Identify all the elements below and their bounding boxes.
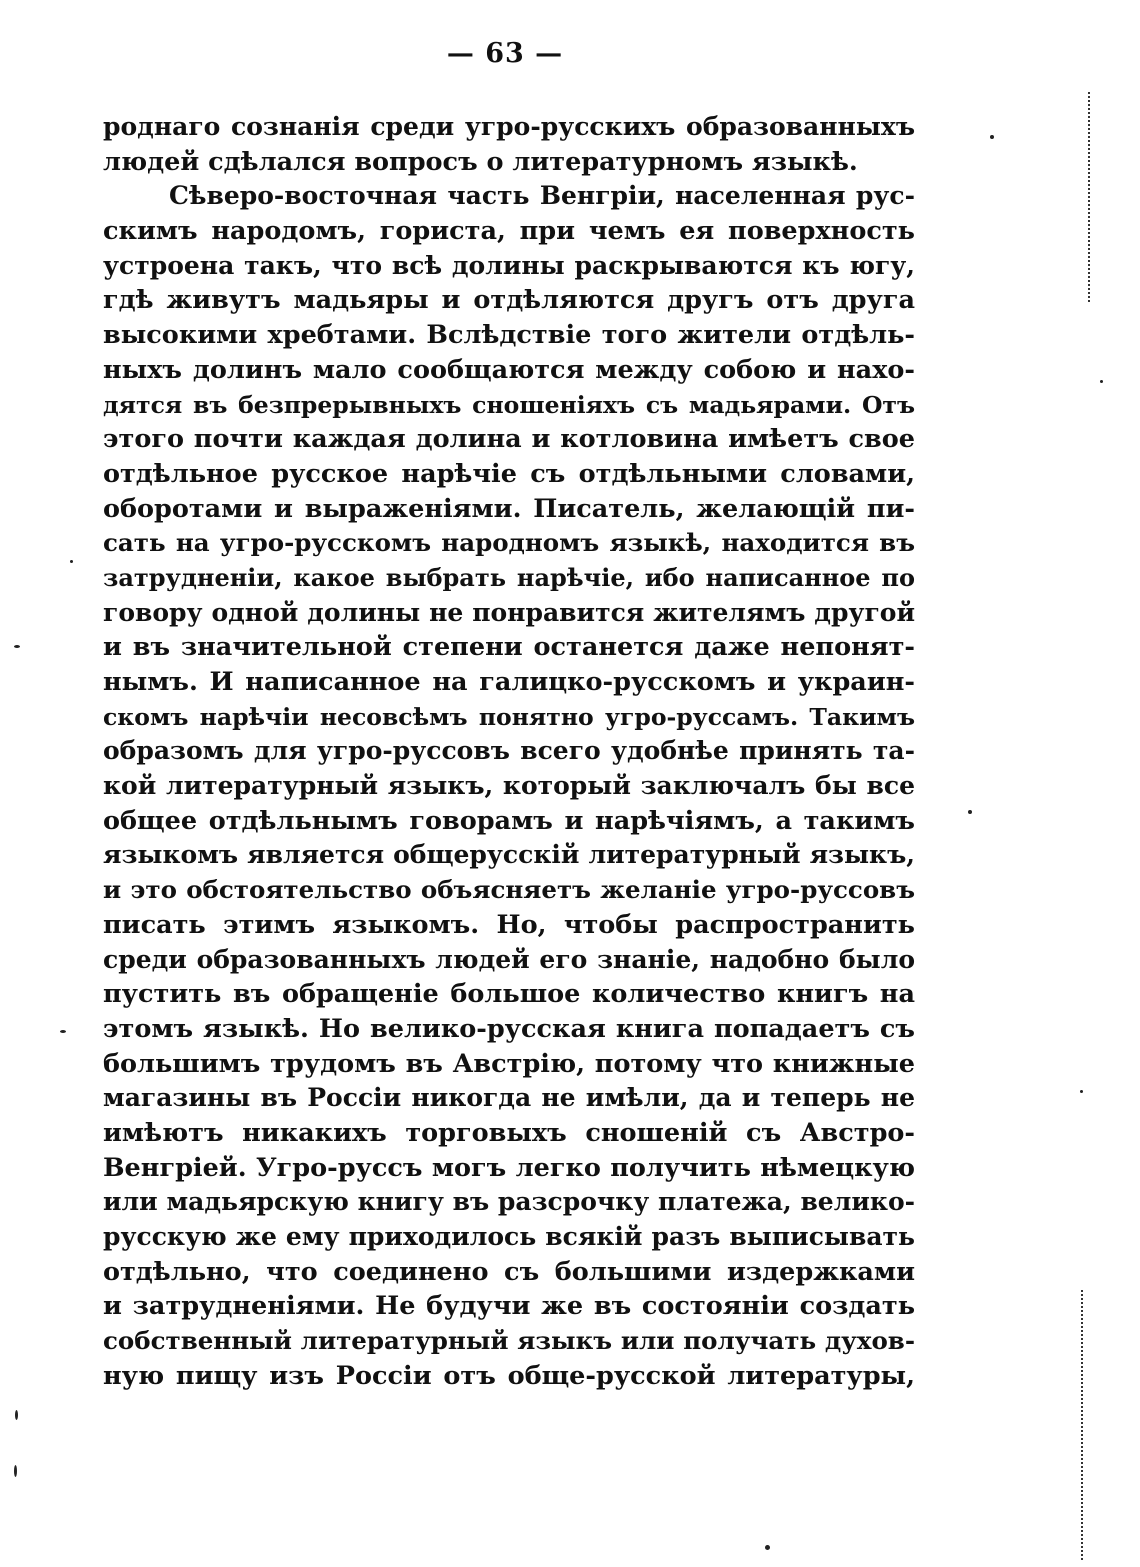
text-line: большимъ трудомъ въ Австрію, потому что книжные [103,1048,915,1079]
text-line: скимъ народомъ, гориста, при чемъ ея поверхность [103,216,915,247]
text-line: образомъ для угро-руссовъ всего удобнѣе принять та- [103,736,915,766]
text-line: и это обстоятельство объясняетъ желаніе угро-руссовъ [103,875,915,905]
page-number: — 63 — [446,38,564,69]
text-line: этого почти каждая долина и котловина имѣетъ свое [103,424,915,455]
body-text [103,110,915,1393]
text-line: кой литературный языкъ, который заключалъ бы все [103,771,915,801]
text-line: отдѣльно, что соединено съ большими издержками [103,1256,915,1287]
text-line: языкомъ является общерусскій литературный языкъ, [103,840,915,870]
scan-speck [70,560,73,563]
text-line: ныхъ долинъ мало сообщаются между собою и нахо- [103,354,915,385]
text-line: Сѣверо-восточная часть Венгріи, населенная рус- [169,181,915,211]
text-line: оборотами и выраженіями. Писатель, желающій пи- [103,493,915,524]
text-line: гдѣ живутъ мадьяры и отдѣляются другъ отъ друга [103,285,915,316]
text-line: пустить въ обращеніе большое количество книгъ на [103,979,915,1010]
text-line: писать этимъ языкомъ. Но, чтобы распространить [103,909,915,940]
text-line: скомъ нарѣчіи несовсѣмъ понятно угро-руссамъ. Такимъ [103,702,915,731]
text-line: людей сдѣлался вопросъ о литературномъ языкѣ. [103,146,858,177]
text-line: русскую же ему приходилось всякій разъ выписывать [103,1222,915,1251]
text-line: и въ значительной степени останется даже непонят- [103,632,915,663]
scan-speck [1100,380,1103,383]
text-line: магазины въ Россіи никогда не имѣли, да и теперь не [103,1083,915,1113]
text-line: затрудненіи, какое выбрать нарѣчіе, ибо написанное по [103,562,915,592]
text-line: роднаго сознанія среди угро-русскихъ образованныхъ [103,112,915,141]
scan-speck [968,810,972,814]
text-line: Венгріей. Угро-руссъ могъ легко получить нѣмецкую [103,1152,915,1183]
scan-speck [990,135,994,139]
scan-speck [15,1410,18,1420]
text-line: ную пищу изъ Россіи отъ обще-русской литературы, [103,1360,915,1391]
text-line: нымъ. И написанное на галицко-русскомъ и украин- [103,667,915,697]
text-line: общее отдѣльнымъ говорамъ и нарѣчіямъ, а такимъ [103,805,915,836]
text-line: среди образованныхъ людей его знаніе, надобно было [103,944,915,974]
text-line: этомъ языкѣ. Но велико-русская книга попадаетъ съ [103,1013,915,1044]
text-line: дятся въ безпрерывныхъ сношеніяхъ съ мадьярами. Отъ [103,390,915,419]
text-line: отдѣльное русское нарѣчіе съ отдѣльными словами, [103,458,915,489]
text-line: высокими хребтами. Вслѣдствіе того жители отдѣль- [103,320,915,351]
scan-speck [765,1545,770,1550]
text-line: и затрудненіями. Не будучи же въ состояніи создать [103,1291,915,1322]
text-line: или мадьярскую книгу въ разсрочку платежа, велико- [103,1187,915,1217]
text-line: говору одной долины не понравится жителямъ другой [103,597,915,627]
scan-speck [60,1030,66,1033]
text-line: устроена такъ, что всѣ долины раскрываются къ югу, [103,250,915,280]
scan-edge-mark [1081,1290,1083,1560]
text-line: имѣютъ никакихъ торговыхъ сношеній съ Австро- [103,1117,915,1148]
scan-speck [1080,1090,1083,1093]
scan-speck [14,645,20,648]
text-line: сать на угро-русскомъ народномъ языкѣ, находится въ [103,528,915,558]
text-line: собственный литературный языкъ или получать духов- [103,1326,915,1356]
scan-speck [14,1465,17,1477]
scan-edge-mark [1088,92,1090,302]
